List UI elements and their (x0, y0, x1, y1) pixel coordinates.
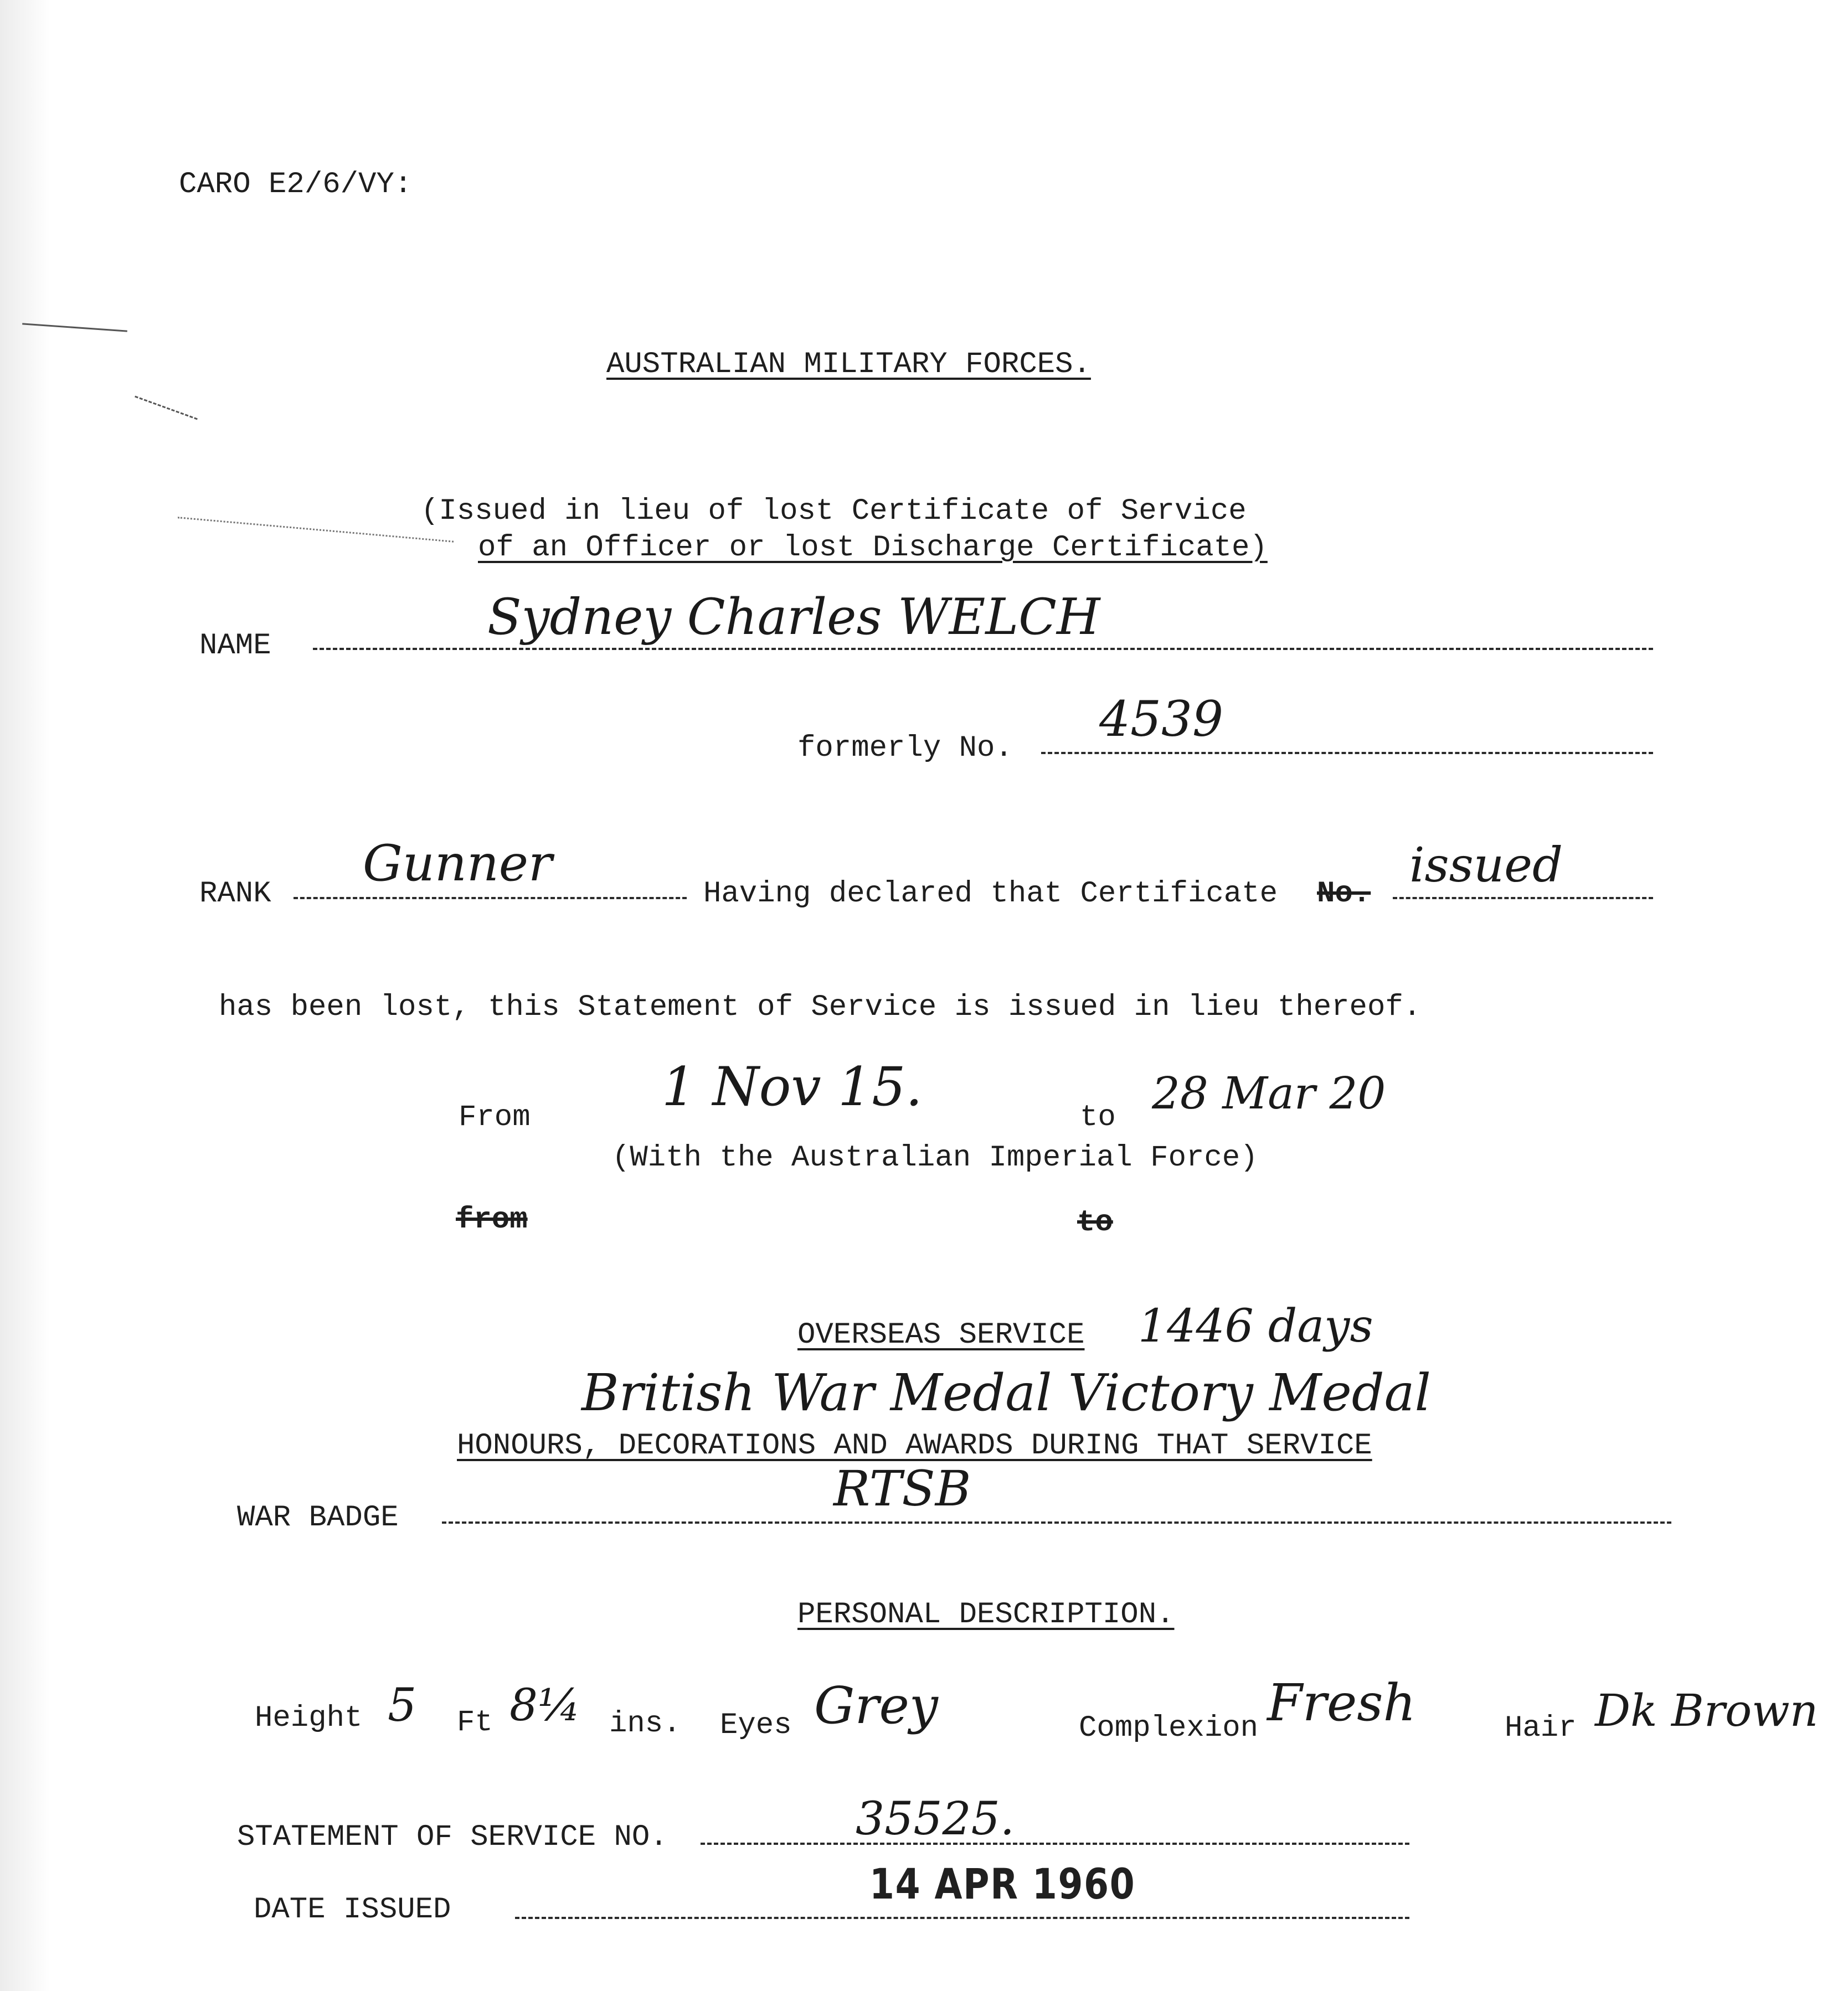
formerly-number-value: 4539 (1099, 690, 1223, 747)
from-struck-label: from (456, 1203, 528, 1237)
to-label: to (1080, 1101, 1116, 1134)
name-label: NAME (199, 629, 271, 663)
eyes-value: Grey (814, 1676, 938, 1735)
subtitle-line-2: of an Officer or lost Discharge Certificate) (478, 531, 1268, 565)
formerly-number-line (1041, 752, 1653, 754)
eyes-label: Eyes (720, 1709, 792, 1742)
formerly-number-label: formerly No. (797, 731, 1013, 765)
from-label: From (459, 1101, 531, 1134)
complexion-label: Complexion (1079, 1711, 1259, 1745)
name-line (313, 648, 1653, 650)
rank-line (294, 897, 687, 899)
height-feet-value: 5 (388, 1679, 417, 1732)
complexion-value: Fresh (1267, 1673, 1416, 1732)
name-value: Sydney Charles WELCH (487, 588, 1100, 646)
subtitle-line-1: (Issued in lieu of lost Certificate of Service (421, 494, 1247, 528)
height-label: Height (255, 1701, 363, 1735)
honours-label: HONOURS, DECORATIONS AND AWARDS DURING THAT SERVICE (457, 1429, 1372, 1463)
statement-number-line (701, 1843, 1409, 1845)
scan-mark (178, 517, 454, 543)
feet-label: Ft (457, 1706, 493, 1740)
war-badge-value: RTSB (833, 1460, 971, 1517)
certificate-struck-text: No. (1317, 877, 1371, 911)
date-issued-stamp: 14 APR 1960 (869, 1859, 1136, 1909)
overseas-service-value: 1446 days (1138, 1300, 1373, 1353)
war-badge-line (442, 1521, 1671, 1524)
honours-value: British War Medal Victory Medal (581, 1363, 1431, 1422)
statement-number-value: 35525. (856, 1793, 1015, 1845)
hair-value: Dk Brown (1595, 1685, 1819, 1736)
personal-description-heading: PERSONAL DESCRIPTION. (797, 1598, 1175, 1632)
scan-mark (22, 323, 127, 332)
scan-mark (135, 396, 198, 420)
height-inches-value: 8¼ (509, 1679, 581, 1731)
document-reference: CARO E2/6/VY: (179, 168, 413, 202)
date-issued-label: DATE ISSUED (254, 1893, 451, 1927)
inches-label: ins. (609, 1707, 681, 1741)
certificate-label: Having declared that Certificate (703, 877, 1278, 911)
lost-statement: has been lost, this Statement of Service is issued in lieu thereof. (219, 991, 1422, 1024)
force-note: (With the Australian Imperial Force) (612, 1141, 1258, 1175)
certificate-value: issued (1409, 838, 1563, 893)
war-badge-label: WAR BADGE (237, 1501, 399, 1535)
rank-label: RANK (199, 877, 271, 911)
hair-label: Hair (1505, 1711, 1577, 1745)
certificate-line (1393, 897, 1653, 899)
to-date-value: 28 Mar 20 (1152, 1067, 1386, 1119)
overseas-service-label: OVERSEAS SERVICE (797, 1318, 1085, 1352)
from-date-value: 1 Nov 15. (662, 1056, 923, 1118)
to-struck-label: to (1077, 1206, 1113, 1240)
document-title: AUSTRALIAN MILITARY FORCES. (606, 348, 1091, 381)
statement-number-label: STATEMENT OF SERVICE NO. (237, 1820, 668, 1854)
date-issued-line (515, 1917, 1409, 1919)
rank-value: Gunner (363, 834, 553, 893)
